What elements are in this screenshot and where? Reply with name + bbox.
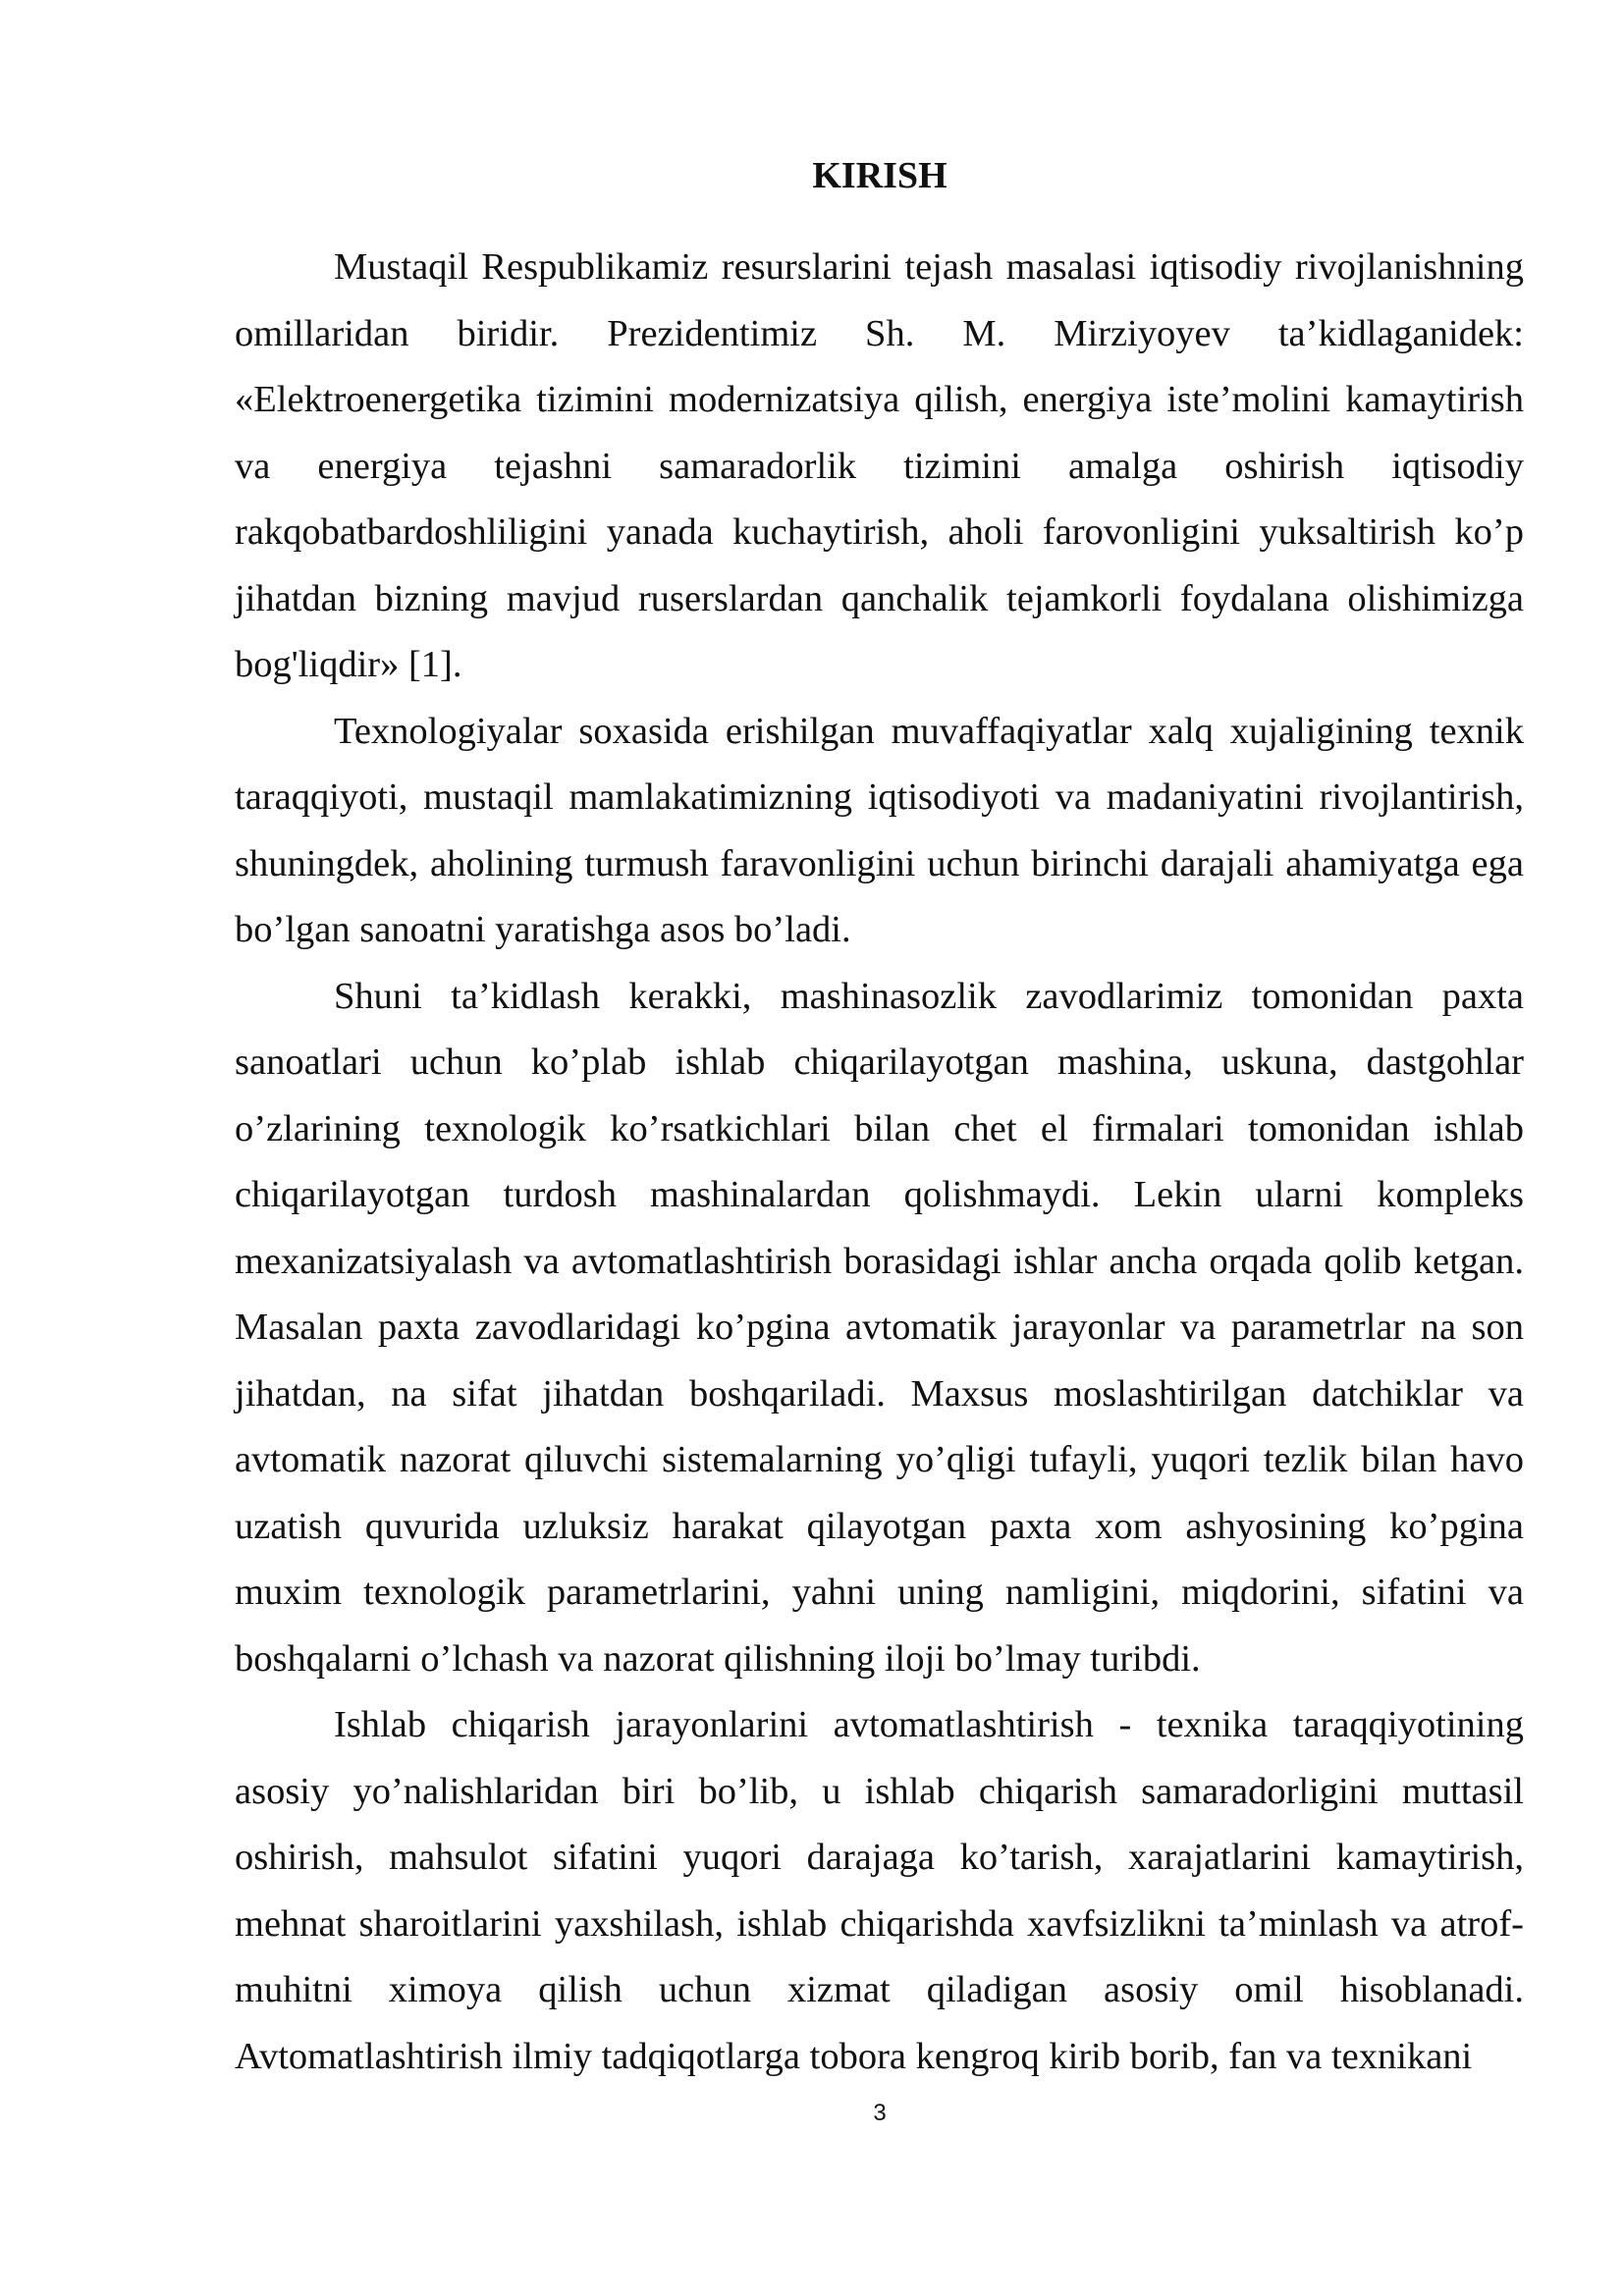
page-number: 3 (873, 2100, 887, 2126)
paragraph-intro: Mustaqil Respublikamiz resurslarini tejash masalasi iqtisodiy rivojlanishning omillaridan biridir. Prezidentimiz Sh. M. Mirziyoyev ta’kidlaganidek: «Elektroenergetika tizimini modernizatsiya qilish, energiya iste’molini kamaytirish va energiya tejashni samaradorlik tizimini amalga oshirish iqtisodiy rakqobatbardoshliligini yanada kuchaytirish, aholi farovonligini yuksaltirish ko’p jihatdan bizning mavjud ruserslardan qanchalik tejamkorli foydalana olishimizga bog'liqdir» [1]. (235, 246, 1524, 685)
paragraph-machinery: Shuni ta’kidlash kerakki, mashinasozlik zavodlarimiz tomonidan paxta sanoatlari uchun ko’plab ishlab chiqarilayotgan mashina, uskuna, dastgohlar o’zlarining texnologik ko’rsatkichlari bilan chet el firmalari tomonidan ishlab chiqarilayotgan turdosh mashinalardan qolishmaydi. Lekin ularni kompleks mexanizatsiyalash va avtomatlashtirish borasidagi ishlar ancha orqada qolib ketgan. Masalan paxta zavodlaridagi ko’pgina avtomatik jarayonlar va parametrlar na son jihatdan, na sifat jihatdan boshqariladi. Maxsus moslashtirilgan datchiklar va avtomatik nazorat qiluvchi sistemalarning yo’qligi tufayli, yuqori tezlik bilan havo uzatish quvurida uzluksiz harakat qilayotgan paxta xom ashyosining ko’pgina muxim texnologik parametrlarini, yahni uning namligini, miqdorini, sifatini va boshqalarni o’lchash va nazorat qilishning iloji bo’lmay turibdi. (235, 975, 1524, 1680)
paragraph-technology: Texnologiyalar soxasida erishilgan muvaffaqiyatlar xalq xujaligining texnik taraqqiyoti, mustaqil mamlakatimizning iqtisodiyoti va madaniyatini rivojlantirish, shuningdek, aholining turmush faravonligini uchun birinchi darajali ahamiyatga ega bo’lgan sanoatni yaratishga asos bo’ladi. (235, 710, 1524, 950)
page-title: KIRISH (812, 155, 947, 196)
body-text (235, 235, 1524, 2090)
paragraph-automation: Ishlab chiqarish jarayonlarini avtomatlashtirish - texnika taraqqiyotining asosiy yo’nalishlaridan biri bo’lib, u ishlab chiqarish samaradorligini muttasil oshirish, mahsulot sifatini yuqori darajaga ko’tarish, xarajatlarini kamaytirish, mehnat sharoitlarini yaxshilash, ishlab chiqarishda xavfsizlikni ta’minlash va atrof-muhitni ximoya qilish uchun xizmat qiladigan asosiy omil hisoblanadi. Avtomatlashtirish ilmiy tadqiqotlarga tobora kengroq kirib borib, fan va texnikani (235, 1704, 1524, 2077)
